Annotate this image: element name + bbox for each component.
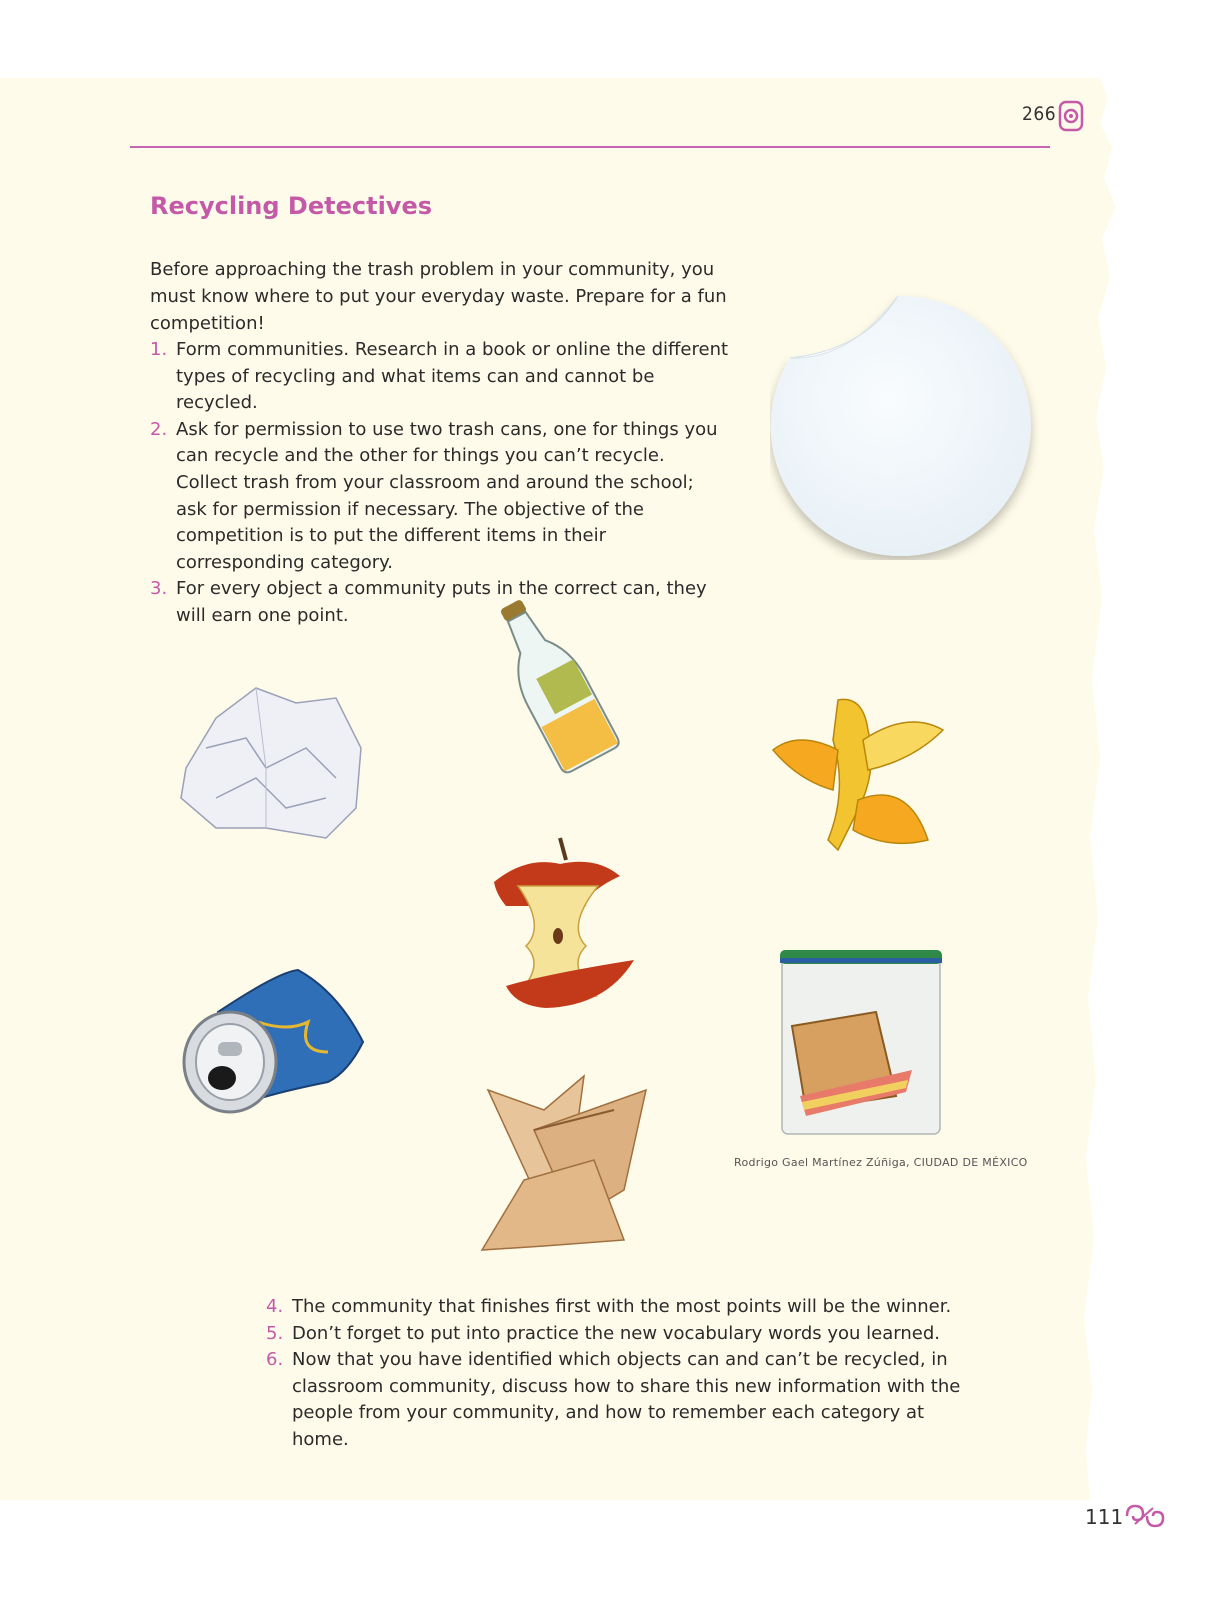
- steps-list: [150, 337, 730, 630]
- header-rule: [130, 146, 1050, 148]
- step-number: 3.: [150, 578, 168, 600]
- steps-list-continued: [266, 1294, 966, 1454]
- activity-title: Recycling Detectives: [150, 192, 433, 220]
- list-item: [266, 1321, 966, 1348]
- step-text: Form communities. Research in a book or online the different types of recycling and what items can and cannot be recycled.: [176, 339, 729, 414]
- step-number: 2.: [150, 418, 168, 440]
- step-number: 6.: [266, 1349, 284, 1371]
- list-item: [150, 337, 730, 417]
- crumpled-paper-image: [176, 678, 368, 852]
- step-number: 1.: [150, 339, 168, 360]
- list-item: [150, 417, 730, 577]
- crushed-can-image: [178, 962, 368, 1122]
- list-item: [266, 1294, 966, 1321]
- decorative-ornament-icon: [1058, 100, 1084, 136]
- cardboard-pieces-image: [474, 1070, 650, 1260]
- page-number-top: 266: [1022, 103, 1057, 125]
- step-text: The community that finishes first with the most points will be the winner.: [292, 1296, 952, 1317]
- decorative-swirl-icon: [1123, 1502, 1167, 1534]
- step-text: For every object a community puts in the correct can, they will earn one point.: [176, 578, 707, 626]
- step-number: 5.: [266, 1322, 284, 1344]
- illustration-credit: Rodrigo Gael Martínez Zúñiga, CIUDAD DE MÉXICO: [734, 1156, 1028, 1169]
- apple-core-image: [486, 836, 640, 1014]
- page-number-bottom: 111: [1085, 1505, 1124, 1529]
- step-number: 4.: [266, 1296, 284, 1317]
- list-item: [266, 1347, 966, 1453]
- activity-intro: Before approaching the trash problem in your community, you must know where to put your everyday waste. Prepare for a fun competition!: [150, 259, 727, 334]
- step-text: Don’t forget to put into practice the new vocabulary words you learned.: [292, 1322, 940, 1344]
- glass-bottle-image: [482, 592, 622, 778]
- sandwich-bag-image: [776, 946, 948, 1142]
- step-text: Ask for permission to use two trash cans, one for things you can recycle and the other for things you can’t recycle. Collect trash from your classroom and around the school; ask for permission if necessary. The objective of the competition is to put the different items in their corresponding category.: [176, 418, 718, 573]
- sticker-image: [770, 290, 1040, 564]
- step-text: Now that you have identified which objects can and can’t be recycled, in classroom community, discuss how to share this new information with the people from your community, and how to remember each category at home.: [292, 1349, 961, 1450]
- banana-peel-image: [768, 690, 952, 864]
- list-item: [150, 576, 730, 629]
